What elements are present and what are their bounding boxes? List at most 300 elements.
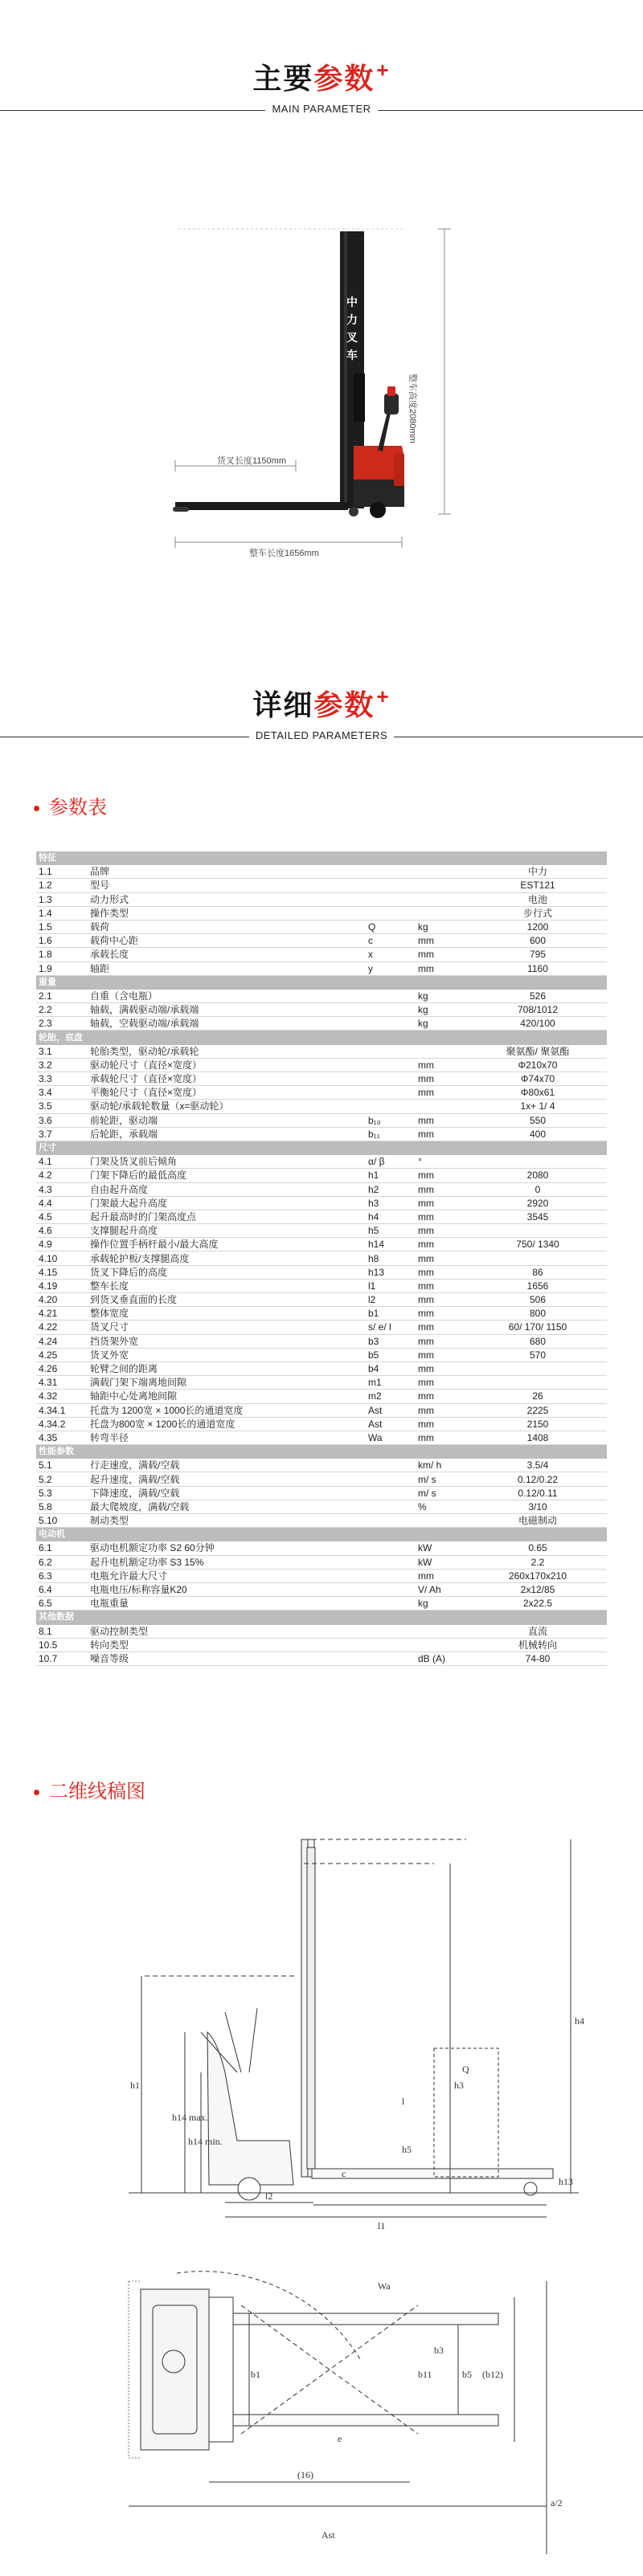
table-row (36, 1555, 607, 1569)
main-parameter-title (0, 56, 643, 97)
row-number: 5.2 (36, 1472, 88, 1486)
row-number: 5.3 (36, 1486, 88, 1500)
row-value: 2x12/85 (469, 1582, 607, 1596)
row-name: 驱动控制类型 (88, 1624, 366, 1638)
row-number: 1.4 (36, 906, 88, 920)
row-name: 承载长度 (88, 948, 366, 961)
row-symbol: h14 (366, 1238, 416, 1251)
top-view-drawing (96, 2265, 595, 2570)
table-row (36, 934, 607, 948)
row-unit: mm (416, 1127, 469, 1141)
table-row (36, 1003, 607, 1017)
label-h5: h5 (402, 2144, 412, 2155)
row-unit: mm (416, 1431, 469, 1444)
table-row (36, 1251, 607, 1265)
row-symbol: Q (366, 920, 416, 933)
label-l1: l1 (378, 2220, 386, 2231)
row-unit: mm (416, 1251, 469, 1265)
row-symbol (366, 1569, 416, 1582)
row-value: 0.12/0.22 (469, 1472, 607, 1486)
label-l2: l2 (265, 2190, 273, 2202)
table-row (36, 865, 607, 879)
row-number: 6.4 (36, 1582, 88, 1596)
group-title: 其他数据 (36, 1611, 607, 1624)
row-name: 驱动轮尺寸（直径×宽度） (88, 1058, 366, 1072)
row-value: 直流 (469, 1624, 607, 1638)
main-subtitle-row (0, 102, 643, 118)
detailed-parameters-subtitle: DETAILED PARAMETERS (249, 729, 394, 741)
table-group-row (36, 975, 607, 989)
table-row (36, 1361, 607, 1375)
row-value: Φ74x70 (469, 1072, 607, 1086)
row-number: 3.5 (36, 1100, 88, 1113)
row-symbol: h2 (366, 1182, 416, 1196)
row-unit: kg (416, 989, 469, 1002)
row-unit: kg (416, 1003, 469, 1017)
table-row (36, 1486, 607, 1500)
main-parameter-header (0, 56, 643, 118)
table-row (36, 1638, 607, 1651)
row-value: 2920 (469, 1196, 607, 1210)
row-name: 噪音等级 (88, 1651, 366, 1665)
row-symbol: c (366, 934, 416, 948)
label-b5: b5 (462, 2369, 472, 2380)
row-symbol: b₁₁ (366, 1127, 416, 1141)
row-value: 420/100 (469, 1017, 607, 1031)
row-number: 3.3 (36, 1072, 88, 1086)
row-symbol (366, 1555, 416, 1569)
label-q: Q (462, 2064, 469, 2075)
row-name: 到货叉垂直面的长度 (88, 1293, 366, 1307)
row-symbol: b3 (366, 1334, 416, 1348)
row-value: 506 (469, 1293, 607, 1307)
label-h3: h3 (454, 2080, 464, 2091)
row-value: 400 (469, 1127, 607, 1141)
label-h14-max: h14 max. (172, 2112, 208, 2123)
row-symbol (366, 1058, 416, 1072)
row-name: 起升最高时的门架高度点 (88, 1210, 366, 1223)
row-number: 6.1 (36, 1541, 88, 1555)
row-number: 4.32 (36, 1390, 88, 1403)
label-a2: a/2 (551, 2497, 563, 2509)
row-symbol (366, 1582, 416, 1596)
row-symbol: b₁₀ (366, 1113, 416, 1127)
table-group-row (36, 851, 607, 865)
row-symbol (366, 1003, 416, 1017)
row-value: 550 (469, 1113, 607, 1127)
row-number: 5.10 (36, 1514, 88, 1528)
row-name: 托盘为 1200宽 × 1000长的通道宽度 (88, 1403, 366, 1417)
row-value: 0 (469, 1182, 607, 1196)
row-value: 708/1012 (469, 1003, 607, 1017)
row-value: Φ80x61 (469, 1086, 607, 1100)
row-unit (416, 1624, 469, 1638)
label-wa: Wa (378, 2280, 391, 2292)
row-number: 4.6 (36, 1224, 88, 1238)
row-name: 整车长度 (88, 1279, 366, 1292)
row-value: 526 (469, 989, 607, 1002)
row-value: 1200 (469, 920, 607, 933)
label-b3: b3 (434, 2345, 444, 2356)
row-value: 电磁制动 (469, 1514, 607, 1528)
row-symbol: h13 (366, 1265, 416, 1279)
table-row (36, 1196, 607, 1210)
row-value (469, 1376, 607, 1390)
row-value: 0.12/0.11 (469, 1486, 607, 1500)
row-unit: m/ s (416, 1486, 469, 1500)
row-symbol (366, 1541, 416, 1555)
table-row (36, 1265, 607, 1279)
table-row (36, 1224, 607, 1238)
row-symbol (366, 1472, 416, 1486)
row-name: 轴距 (88, 961, 366, 975)
row-name: 起升速度，满载/空载 (88, 1472, 366, 1486)
row-value: Φ210x70 (469, 1058, 607, 1072)
table-row (36, 1472, 607, 1486)
row-name: 操作位置手柄杆最小/最大高度 (88, 1238, 366, 1251)
row-number: 3.2 (36, 1058, 88, 1072)
row-name: 电瓶电压/标称容量K20 (88, 1582, 366, 1596)
group-title: 轮胎，底盘 (36, 1031, 607, 1044)
row-symbol (366, 1486, 416, 1500)
row-unit: mm (416, 1196, 469, 1210)
row-number: 6.5 (36, 1597, 88, 1611)
table-row (36, 920, 607, 933)
row-name: 满载门架下端离地间隙 (88, 1376, 366, 1390)
row-name: 转弯半径 (88, 1431, 366, 1444)
row-name: 载荷 (88, 920, 366, 933)
table-row (36, 1459, 607, 1472)
row-symbol (366, 1044, 416, 1058)
row-name: 轮臂之间的距离 (88, 1361, 366, 1375)
table-group-row (36, 1528, 607, 1541)
row-symbol (366, 1072, 416, 1086)
row-number: 10.5 (36, 1638, 88, 1651)
row-name: 轴载，空载驱动端/承载端 (88, 1017, 366, 1031)
row-name: 自重（含电瓶） (88, 989, 366, 1002)
row-unit: mm (416, 1348, 469, 1361)
detailed-parameters-title (0, 683, 643, 724)
table-row (36, 1169, 607, 1182)
row-unit (416, 906, 469, 920)
row-unit: mm (416, 1569, 469, 1582)
row-unit: m/ s (416, 1472, 469, 1486)
table-row (36, 1044, 607, 1058)
table-row (36, 1514, 607, 1528)
row-unit: mm (416, 1403, 469, 1417)
row-number: 5.1 (36, 1459, 88, 1472)
row-name: 行走速度，满载/空载 (88, 1459, 366, 1472)
row-number: 4.10 (36, 1251, 88, 1265)
row-unit: mm (416, 934, 469, 948)
row-unit: mm (416, 1210, 469, 1223)
row-name: 门架最大起升高度 (88, 1196, 366, 1210)
group-title: 尺寸 (36, 1141, 607, 1154)
table-group-row (36, 1611, 607, 1624)
row-value: 3.5/4 (469, 1459, 607, 1472)
row-name: 型号 (88, 879, 366, 892)
row-number: 4.5 (36, 1210, 88, 1223)
row-value: 2080 (469, 1169, 607, 1182)
detail-subtitle-row (0, 729, 643, 745)
row-symbol: Ast (366, 1417, 416, 1431)
row-name: 驱动电机额定功率 S2 60分钟 (88, 1541, 366, 1555)
table-row (36, 1210, 607, 1223)
table-row (36, 1100, 607, 1113)
row-name: 操作类型 (88, 906, 366, 920)
row-value: 86 (469, 1265, 607, 1279)
row-number: 10.7 (36, 1651, 88, 1665)
table-row (36, 1086, 607, 1100)
row-number: 1.6 (36, 934, 88, 948)
row-value (469, 1224, 607, 1238)
row-name: 平衡轮尺寸（直径×宽度） (88, 1086, 366, 1100)
row-unit: mm (416, 1417, 469, 1431)
label-16: (16) (297, 2469, 313, 2480)
table-row (36, 1403, 607, 1417)
row-unit: mm (416, 1224, 469, 1238)
row-name: 承载轮护板/支撑腿高度 (88, 1251, 366, 1265)
row-value: 2x22.5 (469, 1597, 607, 1611)
row-unit: mm (416, 1113, 469, 1127)
row-name: 自由起升高度 (88, 1182, 366, 1196)
table-row (36, 1334, 607, 1348)
table-row (36, 1182, 607, 1196)
row-value: 1160 (469, 961, 607, 975)
row-number: 3.4 (36, 1086, 88, 1100)
row-value: 750/ 1340 (469, 1238, 607, 1251)
table-row (36, 948, 607, 961)
row-value: 2150 (469, 1417, 607, 1431)
row-symbol (366, 1100, 416, 1113)
row-value: 600 (469, 934, 607, 948)
row-symbol: h4 (366, 1210, 416, 1223)
row-number: 4.34.2 (36, 1417, 88, 1431)
side-view-drawing (96, 1831, 595, 2241)
row-symbol (366, 1500, 416, 1513)
main-parameter-subtitle: MAIN PARAMETER (265, 103, 377, 115)
parameter-table (36, 851, 607, 1666)
table-row (36, 1279, 607, 1292)
table-row (36, 1541, 607, 1555)
row-unit: mm (416, 1293, 469, 1307)
row-symbol: h8 (366, 1251, 416, 1265)
table-row (36, 1651, 607, 1665)
row-unit (416, 1514, 469, 1528)
row-value (469, 1361, 607, 1375)
truck-drawing (0, 181, 643, 582)
row-number: 4.22 (36, 1321, 88, 1334)
row-number: 4.9 (36, 1238, 88, 1251)
row-value: 电池 (469, 892, 607, 906)
row-unit (416, 865, 469, 879)
row-number: 4.4 (36, 1196, 88, 1210)
row-number: 8.1 (36, 1624, 88, 1638)
row-name: 驱动轮/承载轮数量（x=驱动轮） (88, 1100, 366, 1113)
row-symbol (366, 1514, 416, 1528)
row-symbol (366, 1624, 416, 1638)
row-number: 3.1 (36, 1044, 88, 1058)
table-row (36, 1238, 607, 1251)
row-value: 3545 (469, 1210, 607, 1223)
row-value: 260x170x210 (469, 1569, 607, 1582)
row-symbol: m2 (366, 1390, 416, 1403)
row-number: 4.31 (36, 1376, 88, 1390)
row-number: 4.2 (36, 1169, 88, 1182)
row-unit: mm (416, 1072, 469, 1086)
row-name: 下降速度，满载/空载 (88, 1486, 366, 1500)
row-unit (416, 879, 469, 892)
main-title-black: 主要 (252, 62, 314, 95)
row-symbol: h1 (366, 1169, 416, 1182)
row-symbol (366, 1638, 416, 1651)
row-name: 转向类型 (88, 1638, 366, 1651)
bullet-icon (34, 806, 39, 811)
row-symbol: l1 (366, 1279, 416, 1292)
row-value: 1656 (469, 1279, 607, 1292)
row-symbol: Wa (366, 1431, 416, 1444)
total-length-label: 整车长度1656mm (249, 549, 319, 558)
row-symbol (366, 1017, 416, 1031)
row-symbol: α/ β (366, 1155, 416, 1169)
row-number: 4.35 (36, 1431, 88, 1444)
drawing-heading (34, 1775, 145, 1803)
row-unit: kg (416, 1017, 469, 1031)
row-symbol (366, 1459, 416, 1472)
row-symbol (366, 989, 416, 1002)
row-value: 60/ 170/ 1150 (469, 1321, 607, 1334)
table-row (36, 1155, 607, 1169)
row-number: 1.2 (36, 879, 88, 892)
row-unit: mm (416, 1265, 469, 1279)
row-unit: mm (416, 1238, 469, 1251)
row-number: 3.7 (36, 1127, 88, 1141)
row-name: 门架下降后的最低高度 (88, 1169, 366, 1182)
row-name: 整体宽度 (88, 1307, 366, 1321)
row-number: 4.1 (36, 1155, 88, 1169)
row-unit: dB (A) (416, 1651, 469, 1665)
row-number: 4.15 (36, 1265, 88, 1279)
row-name: 电瓶允许最大尺寸 (88, 1569, 366, 1582)
row-number: 1.5 (36, 920, 88, 933)
row-value: 1x+ 1/ 4 (469, 1100, 607, 1113)
row-name: 电瓶重量 (88, 1597, 366, 1611)
table-row (36, 1500, 607, 1513)
table-row (36, 1348, 607, 1361)
detail-title-black: 详细 (252, 688, 314, 721)
row-symbol: Ast (366, 1403, 416, 1417)
row-unit (416, 1100, 469, 1113)
detailed-parameters-header (0, 683, 643, 745)
row-value (469, 1251, 607, 1265)
label-ast: Ast (322, 2529, 335, 2541)
row-symbol: b5 (366, 1348, 416, 1361)
row-unit: mm (416, 1169, 469, 1182)
row-number: 5.8 (36, 1500, 88, 1513)
row-value: 2225 (469, 1403, 607, 1417)
row-unit: kW (416, 1541, 469, 1555)
row-symbol: s/ e/ l (366, 1321, 416, 1334)
row-unit: mm (416, 1390, 469, 1403)
row-symbol (366, 892, 416, 906)
row-name: 轴载，满载驱动端/承载端 (88, 1003, 366, 1017)
label-b11: b11 (418, 2369, 432, 2380)
table-row (36, 1058, 607, 1072)
table-row (36, 1293, 607, 1307)
row-unit: km/ h (416, 1459, 469, 1472)
table-row (36, 892, 607, 906)
row-symbol (366, 1086, 416, 1100)
row-symbol (366, 865, 416, 879)
row-unit: ° (416, 1155, 469, 1169)
row-value: 0.65 (469, 1541, 607, 1555)
row-number: 4.21 (36, 1307, 88, 1321)
label-h14-min: h14 min. (188, 2136, 223, 2147)
label-c: c (342, 2168, 346, 2179)
table-row (36, 1569, 607, 1582)
row-number: 4.34.1 (36, 1403, 88, 1417)
table-row (36, 1582, 607, 1596)
row-value: EST121 (469, 879, 607, 892)
table-row (36, 1127, 607, 1141)
table-row (36, 1072, 607, 1086)
row-name: 轮胎类型，驱动轮/承载轮 (88, 1044, 366, 1058)
row-unit: kW (416, 1555, 469, 1569)
row-number: 4.19 (36, 1279, 88, 1292)
table-row (36, 1417, 607, 1431)
label-l: l (402, 2096, 405, 2107)
row-unit: mm (416, 1321, 469, 1334)
row-name: 后轮距，承载端 (88, 1127, 366, 1141)
row-unit: % (416, 1500, 469, 1513)
label-b1: b1 (251, 2369, 260, 2380)
label-h13: h13 (559, 2176, 573, 2187)
row-name: 最大爬坡度，满载/空载 (88, 1500, 366, 1513)
row-name: 门架及货叉前后倾角 (88, 1155, 366, 1169)
param-table-heading (34, 791, 107, 819)
row-unit: mm (416, 1086, 469, 1100)
table-row (36, 1017, 607, 1031)
row-unit (416, 892, 469, 906)
row-unit: mm (416, 1361, 469, 1375)
row-unit: mm (416, 1058, 469, 1072)
row-symbol: y (366, 961, 416, 975)
table-row (36, 961, 607, 975)
row-symbol: h3 (366, 1196, 416, 1210)
row-number: 4.24 (36, 1334, 88, 1348)
total-height-label: 整车高度2080mm (408, 374, 417, 443)
bullet-icon (34, 1790, 39, 1795)
row-value: 795 (469, 948, 607, 961)
plus-icon: + (376, 58, 391, 82)
table-row (36, 1624, 607, 1638)
row-unit: V/ Ah (416, 1582, 469, 1596)
row-name: 起升电机额定功率 S3 15% (88, 1555, 366, 1569)
row-value: 3/10 (469, 1500, 607, 1513)
table-row (36, 1321, 607, 1334)
main-title-red: 参数 (313, 62, 375, 95)
row-unit: mm (416, 948, 469, 961)
row-value: 1408 (469, 1431, 607, 1444)
row-value: 聚氨酯/ 聚氨酯 (469, 1044, 607, 1058)
row-number: 4.26 (36, 1361, 88, 1375)
table-row (36, 1376, 607, 1390)
row-name: 前轮距，驱动端 (88, 1113, 366, 1127)
row-value (469, 1155, 607, 1169)
row-value: 步行式 (469, 906, 607, 920)
row-unit: kg (416, 1597, 469, 1611)
label-e: e (338, 2433, 342, 2444)
